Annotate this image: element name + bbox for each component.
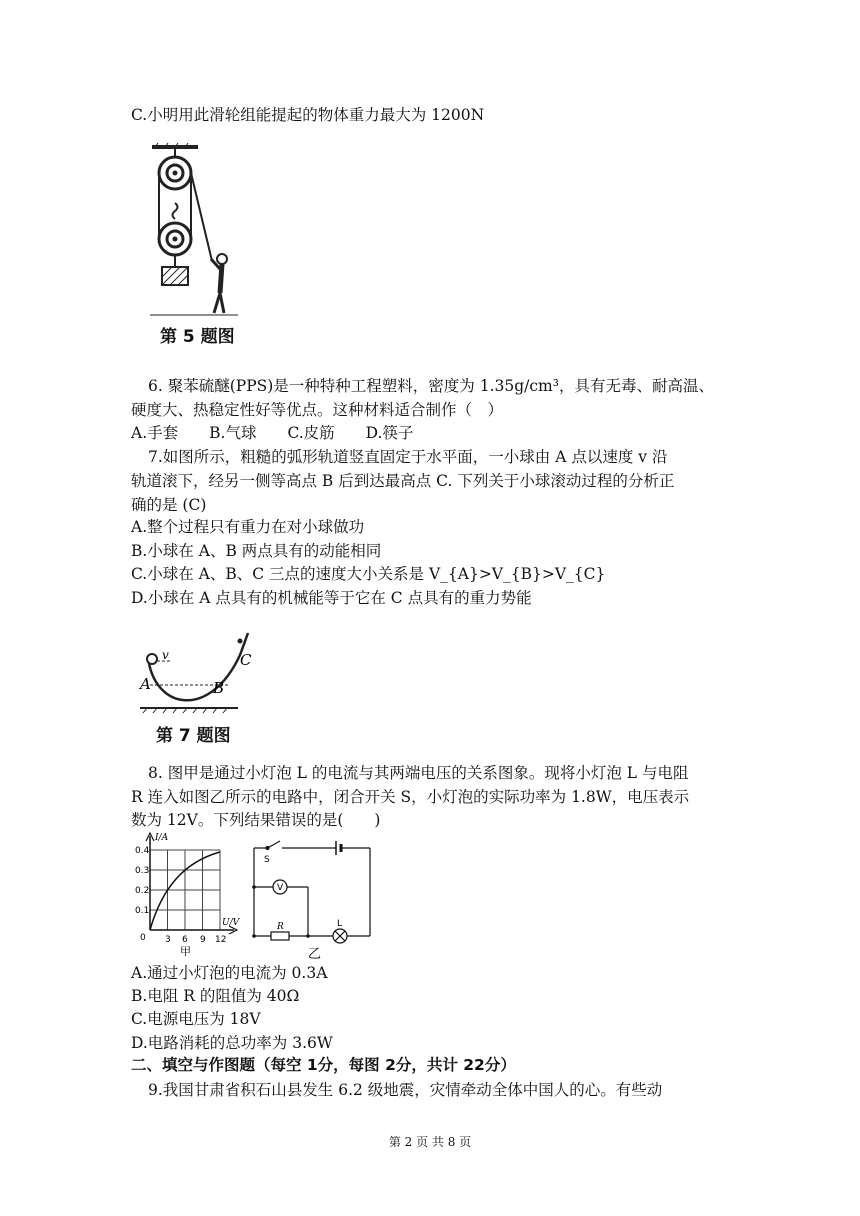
q7-option-c: C.小球在 A、B、C 三点的速度大小关系是 V_{A}>V_{B}>V_{C} — [131, 565, 606, 583]
q9-stem-line1: 9.我国甘肃省积石山县发生 6.2 级地震，灾情牵动全体中国人的心。有些动 — [148, 1081, 663, 1099]
q7-option-b: B.小球在 A、B 两点具有的动能相同 — [131, 542, 382, 560]
q8-stem-line2: R 连入如图乙所示的电路中，闭合开关 S，小灯泡的实际功率为 1.8W，电压表示 — [131, 788, 690, 806]
q8-stem-line1: 8. 图甲是通过小灯泡 L 的电流与其两端电压的关系图象。现将小灯泡 L 与电阻 — [148, 764, 689, 782]
q8-option-b: B.电阻 R 的阻值为 40Ω — [131, 987, 300, 1005]
q7-label-b: B — [213, 679, 225, 697]
q8-circuit-lamp-label: L — [337, 919, 343, 929]
q5-pulley-figure — [150, 143, 240, 328]
q8-option-a: A.通过小灯泡的电流为 0.3A — [131, 964, 328, 982]
q7-option-a: A.整个过程只有重力在对小球做功 — [131, 518, 365, 536]
q8-circuit-caption: 乙 — [308, 947, 322, 962]
q8-graph-ylabel: I/A — [155, 833, 169, 843]
q7-label-a: A — [140, 675, 151, 693]
q8-graph-ytick-1: 0.3 — [135, 866, 150, 876]
q6-stem-line1: 6. 聚苯硫醚(PPS)是一种特种工程塑料，密度为 1.35g/cm³，具有无毒、耐高温、 — [148, 377, 714, 395]
q6-options: A.手套 B.气球 C.皮筋 D.筷子 — [131, 424, 414, 442]
q8-graph-ytick-3: 0.1 — [135, 906, 150, 916]
q8-graph-origin: 0 — [140, 933, 146, 943]
q7-label-c: C — [240, 651, 252, 669]
section2-heading: 二、填空与作图题（每空 1分，每图 2分，共计 22分） — [131, 1056, 516, 1074]
q7-figure-caption: 第 7 题图 — [156, 726, 231, 746]
q8-graph-ytick-2: 0.2 — [135, 886, 150, 896]
q8-graph-xlabel: U/V — [222, 918, 240, 928]
q8-circuit-yi — [248, 832, 378, 964]
q8-circuit-switch-label: S — [264, 855, 270, 865]
q8-graph-xtick-1: 6 — [182, 935, 188, 945]
page-footer: 第 2 页 共 8 页 — [388, 1135, 472, 1149]
q8-stem-line3: 数为 12V。下列结果错误的是( ) — [131, 811, 381, 829]
q7-option-d: D.小球在 A 点具有的机械能等于它在 C 点具有的重力势能 — [131, 589, 532, 607]
q7-track-figure — [140, 615, 260, 720]
q8-graph-xtick-3: 12 — [215, 935, 227, 945]
q5-figure-caption: 第 5 题图 — [160, 327, 235, 347]
q8-option-d: D.电路消耗的总功率为 3.6W — [131, 1034, 333, 1052]
q8-graph-xtick-0: 3 — [165, 935, 171, 945]
q7-stem-line2: 轨道滚下，经另一侧等高点 B 后到达最高点 C. 下列关于小球滚动过程的分析正 — [131, 472, 675, 490]
q7-label-v: v — [162, 648, 169, 662]
q8-option-c: C.电源电压为 18V — [131, 1010, 261, 1028]
q5-option-c: C.小明用此滑轮组能提起的物体重力最大为 1200N — [131, 106, 485, 124]
q8-graph-xtick-2: 9 — [200, 935, 206, 945]
q8-graph-caption: 甲 — [180, 945, 191, 958]
q8-circuit-resistor-label: R — [277, 922, 284, 932]
q7-stem-line1: 7.如图所示，粗糙的弧形轨道竖直固定于水平面，一小球由 A 点以速度 v 沿 — [148, 448, 668, 466]
q7-stem-line3: 确的是 (C) — [131, 496, 207, 514]
q8-graph-jia — [130, 830, 242, 958]
q6-stem-line2: 硬度大、热稳定性好等优点。这种材料适合制作（ ） — [131, 401, 504, 419]
q8-graph-ytick-0: 0.4 — [135, 846, 150, 856]
q8-circuit-voltmeter-label: V — [277, 883, 284, 893]
